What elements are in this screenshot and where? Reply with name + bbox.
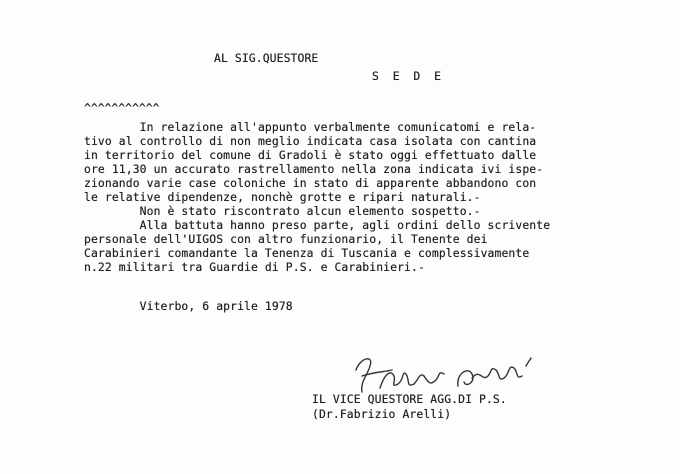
- separator-line: ^^^^^^^^^^^: [84, 101, 160, 115]
- body-line: le relative dipendenze, nonchè grotte e ripari naturali.-: [84, 190, 481, 204]
- body-line: Alla battuta hanno preso parte, agli ordini dello scrivente: [84, 218, 551, 232]
- location-sede: S E D E: [372, 69, 445, 83]
- body-line: tivo al controllo di non meglio indicata casa isolata con cantina: [84, 134, 537, 148]
- body-line: zionando varie case coloniche in stato di apparente abbandono con: [84, 176, 537, 190]
- body-line: Carabinieri comandante la Tenenza di Tuscania e complessivamente: [84, 246, 530, 260]
- body-line: In relazione all'appunto verbalmente comunicatomi e rela-: [84, 120, 537, 134]
- body-line: n.22 militari tra Guardie di P.S. e Carabinieri.-: [84, 260, 425, 274]
- place-date: Viterbo, 6 aprile 1978: [84, 299, 293, 313]
- signoff-name: (Dr.Fabrizio Arelli): [312, 407, 452, 421]
- body-line: ore 11,30 un accurato rastrellamento nella zona indicata ivi ispe-: [84, 162, 544, 176]
- body-line: personale dell'UIGOS con altro funzionario, il Tenente dei: [84, 232, 488, 246]
- body-line: Non è stato riscontrato alcun elemento sospetto.-: [84, 204, 481, 218]
- addressee: AL SIG.QUESTORE: [214, 51, 319, 65]
- body-line: in territorio del comune di Gradoli è stato oggi effettuato dalle: [84, 148, 537, 162]
- signoff-title: IL VICE QUESTORE AGG.DI P.S.: [312, 392, 507, 406]
